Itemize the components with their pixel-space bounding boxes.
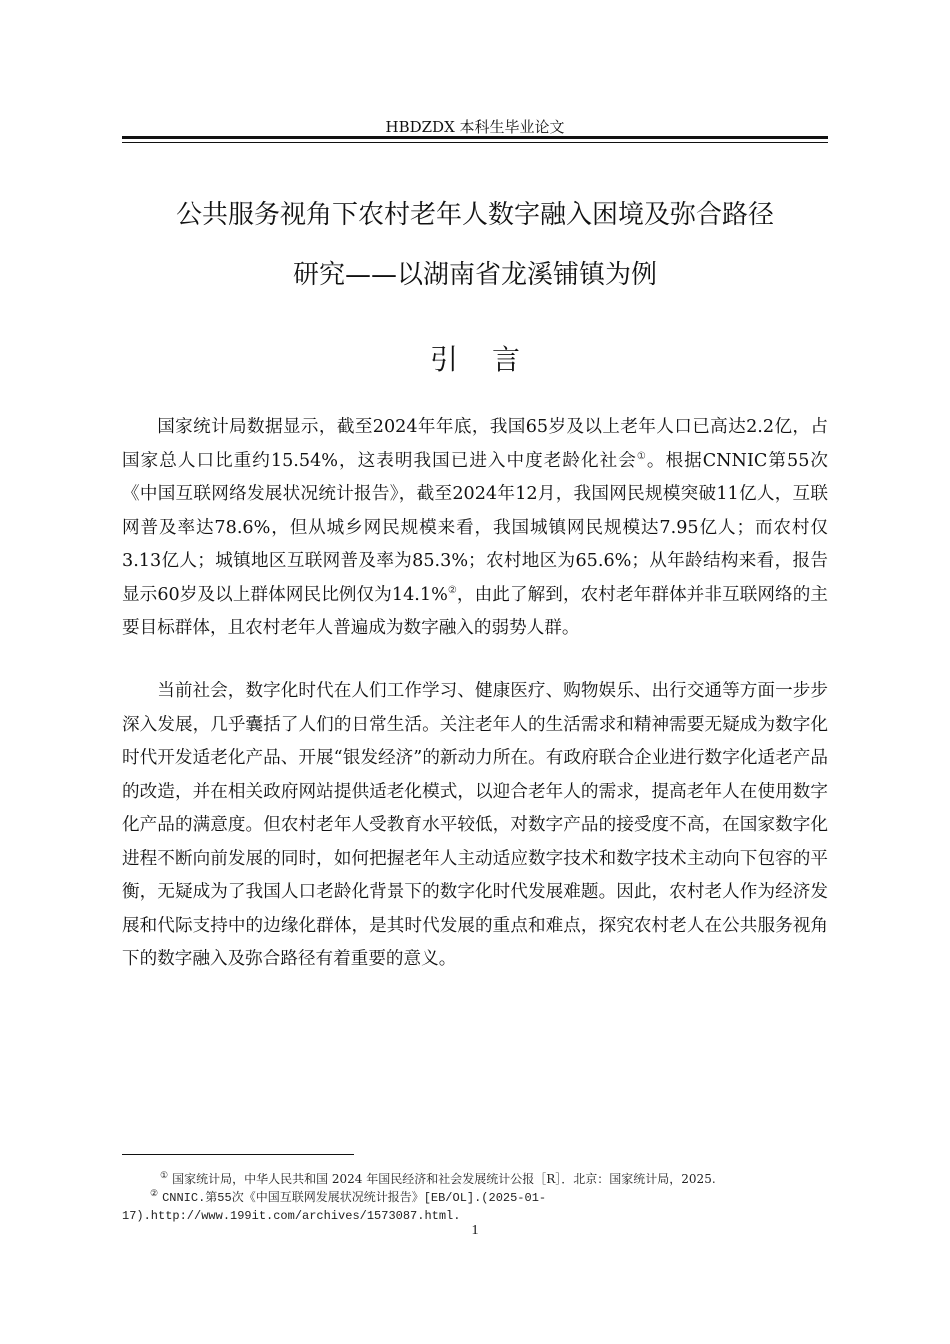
paragraph-2: 当前社会，数字化时代在人们工作学习、健康医疗、购物娱乐、出行交通等方面一步步深入发展，几乎囊括了人们的日常生活。关注老年人的生活需求和精神需要无疑成为数字化时代开发适老化产品、开展“银发经济”的新动力所在。有政府联合企业进行数字化适老产品的改造，并在相关政府网站提供适老化模式，以迎合老年人的需求，提高老年人在使用数字化产品的满意度。但农村老年人受教育水平较低，对数字产品的接受度不高，在国家数字化进程不断向前发展的同时，如何把握老年人主动适应数字技术和数字技术主动向下包容的平衡，无疑成为了我国人口老龄化背景下的数字化时代发展难题。因此，农村老人作为经济发展和代际支持中的边缘化群体，是其时代发展的重点和难点，探究农村老人在公共服务视角下的数字融入及弥合路径有着重要的意义。 [122, 681, 828, 969]
thesis-title-line-2: 研究——以湖南省龙溪铺镇为例 [292, 260, 657, 290]
footnote-1-text: 国家统计局，中华人民共和国 2024 年国民经济和社会发展统计公报［R］．北京：国家统计局，2025. [172, 1172, 716, 1186]
page-number: 1 [471, 1223, 479, 1238]
paragraph-1-text-c: ，由此了解到，农村老年群体并非互联网络的主要目标群体，且农村老年人普遍成为数字融入的弱势人群。 [122, 584, 828, 638]
footnote-separator [122, 1154, 354, 1155]
paragraph-1-text-b: 。根据CNNIC第55次《中国互联网络发展状况统计报告》，截至2024年12月，我国网民规模突破11亿人，互联网普及率达78.6%，但从城乡网民规模来看，我国城镇网民规模达7.95亿人；而农村仅3.13亿人；城镇地区互联网普及率为85.3%；农村地区为65.6%；从年龄结构来看，报告显示60岁及以上群体网民比例仅为14.1% [122, 450, 829, 605]
paragraph-1-text-a: 国家统计局数据显示，截至2024年年底，我国65岁及以上老年人口已高达2.2亿，占国家总人口比重约15.54%，这表明我国已进入中度老龄化社会 [122, 417, 828, 471]
footnote-2-text: CNNIC.第55次《中国互联网发展状况统计报告》[EB/OL].(2025-01-17).http://www.199it.com/archives/1573087.html. [122, 1191, 547, 1223]
section-heading: 引言 [429, 343, 554, 376]
header-rule-thin [122, 142, 828, 143]
footnote-ref-1[interactable]: ① [636, 450, 647, 462]
thesis-title-line-1: 公共服务视角下农村老年人数字融入困境及弥合路径 [175, 200, 774, 230]
paragraph-1 [122, 411, 828, 646]
footnote-1-mark: ① [160, 1171, 169, 1181]
running-header: HBDZDX 本科生毕业论文 [385, 118, 565, 136]
footnote-ref-2[interactable]: ② [447, 584, 457, 596]
header-rule-thick [122, 136, 828, 139]
footnote-2-mark: ② [150, 1189, 159, 1199]
footnote-2 [122, 1185, 828, 1225]
